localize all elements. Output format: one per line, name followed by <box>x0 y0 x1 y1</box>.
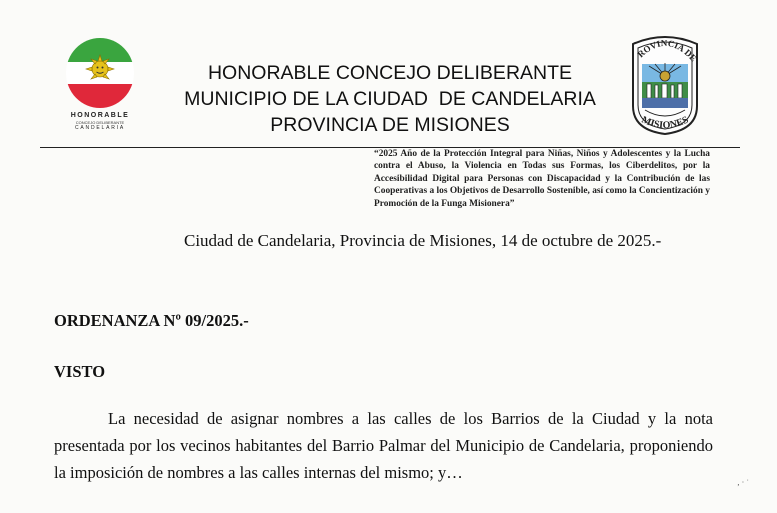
ordinance-number: ORDENANZA Nº 09/2025.- <box>54 311 249 330</box>
header-title-line-3: PROVINCIA DE MISIONES <box>270 114 510 136</box>
seal-bottom-text: MISIONES <box>639 114 691 132</box>
council-logo <box>62 36 138 136</box>
logo-org-city: CANDELARIA <box>75 125 125 131</box>
logo-org-subline: CONCEJO DELIBERANTE <box>75 120 125 125</box>
seal-top-text: ROVINCIA DE <box>635 37 699 64</box>
page-header-title <box>160 60 620 138</box>
header-title-line-2: MUNICIPIO DE LA CIUDAD DE CANDELARIA <box>184 88 596 110</box>
header-title-line-1: HONORABLE CONCEJO DELIBERANTE <box>207 62 573 84</box>
scan-artifact: ‚ · ˙ <box>737 478 749 487</box>
logo-org-name: HONORABLE <box>70 112 130 119</box>
visto-paragraph: La necesidad de asignar nombres a las calles de los Barrios de la Ciudad y la nota presentada por los vecinos habitantes del Barrio Palmar del Municipio de Candelaria, proponiendo la imposición de nombres a las calles internas del mismo; y… <box>54 409 713 482</box>
province-seal <box>625 30 705 138</box>
year-motto: “2025 Año de la Protección Integral para Niñas, Niños y Adolescentes y la Lucha contra el Abuso, la Violencia en Todas sus Formas, los Ciberdelitos, por la Accesibilidad Digital para Personas con Discapacidad y la Contribución de las Cooperativas a los Objetivos de Desarrollo Sostenible, así como la Concientización y Promoción de la Funga Misionera” <box>374 149 710 209</box>
document-date-line: Ciudad de Candelaria, Provincia de Misiones, 14 de octubre de 2025.- <box>184 231 662 250</box>
province-seal-icon <box>625 30 705 138</box>
section-heading-visto: VISTO <box>54 362 106 381</box>
council-logo-emblem-icon <box>62 36 138 110</box>
